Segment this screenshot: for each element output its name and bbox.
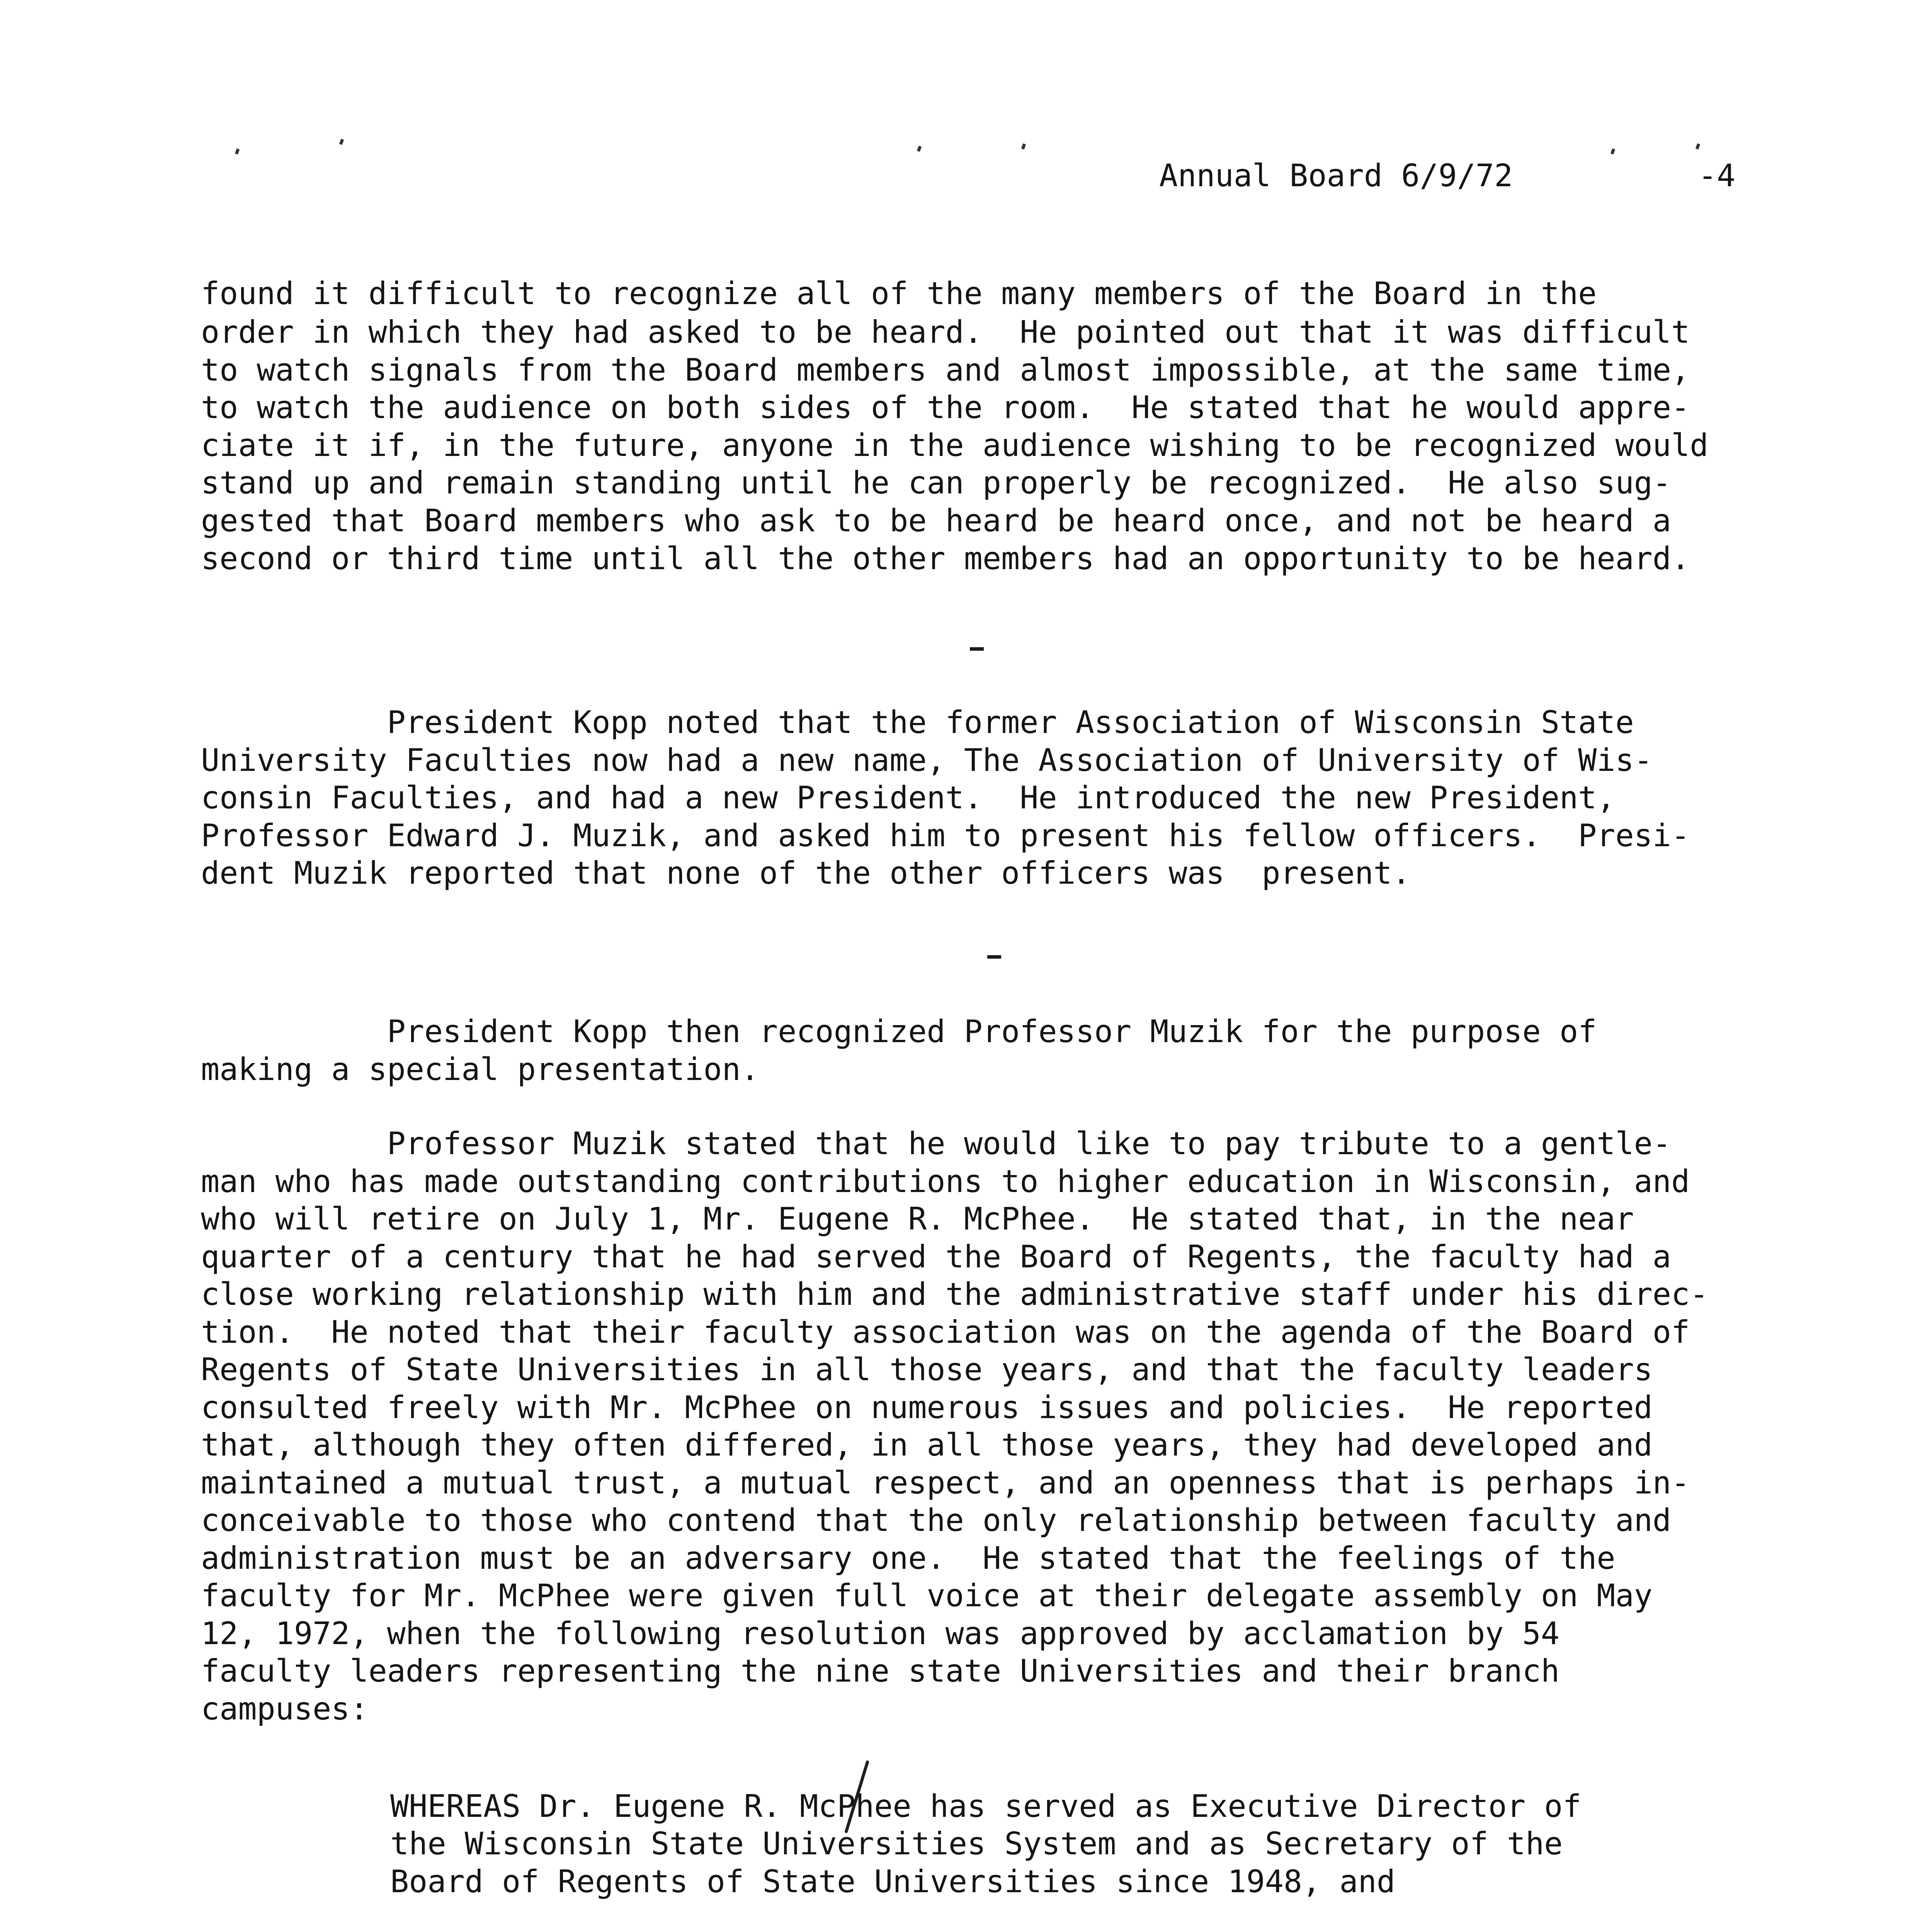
text-line: President Kopp then recognized Professor Muzik for the purpose of (201, 1014, 1597, 1049)
text-line: conceivable to those who contend that the only relationship between faculty and (201, 1502, 1671, 1538)
scan-speck (917, 146, 922, 152)
text-line: consin Faculties, and had a new President. He introduced the new President, (201, 780, 1616, 816)
scan-speck (339, 139, 344, 145)
text-line: faculty for Mr. McPhee were given full voice at their delegate assembly on May (201, 1578, 1653, 1614)
text-line: WHEREAS Dr. Eugene R. McPhee has served as Executive Director of (390, 1788, 1582, 1824)
text-line: who will retire on July 1, Mr. Eugene R. McPhee. He stated that, in the near (201, 1201, 1634, 1237)
text-line: President Kopp noted that the former Association of Wisconsin State (201, 704, 1634, 740)
text-line: consulted freely with Mr. McPhee on numerous issues and policies. He reported (201, 1389, 1653, 1425)
text-line: found it difficult to recognize all of the many members of the Board in the (201, 276, 1597, 311)
page-header-title: Annual Board 6/9/72 (1159, 158, 1513, 194)
text-line: Regents of State Universities in all those years, and that the faculty leaders (201, 1352, 1653, 1388)
text-line: campuses: (201, 1691, 369, 1727)
text-line: stand up and remain standing until he can properly be recognized. He also sug- (201, 465, 1671, 501)
text-line: 12, 1972, when the following resolution was approved by acclamation by 54 (201, 1616, 1560, 1651)
scan-speck (1696, 143, 1700, 150)
text-line: Professor Muzik stated that he would like to pay tribute to a gentle- (201, 1126, 1671, 1162)
text-line: faculty leaders representing the nine state Universities and their branch (201, 1653, 1560, 1689)
text-line: to watch the audience on both sides of the room. He stated that he would appre- (201, 389, 1690, 425)
text-line: maintained a mutual trust, a mutual respect, and an openness that is perhaps in- (201, 1465, 1690, 1501)
text-line: to watch signals from the Board members and almost impossible, at the same time, (201, 352, 1690, 388)
scan-speck (1611, 148, 1615, 155)
text-line: Professor Edward J. Muzik, and asked him to present his fellow officers. Presi- (201, 818, 1690, 854)
text-line: ciate it if, in the future, anyone in the audience wishing to be recognized would (201, 427, 1709, 463)
text-line: second or third time until all the other members had an opportunity to be heard. (201, 541, 1690, 577)
text-line: the Wisconsin State Universities System and as Secretary of the (390, 1826, 1563, 1862)
section-separator (970, 647, 984, 651)
text-line: administration must be an adversary one. He stated that the feelings of the (201, 1540, 1616, 1576)
handwritten-mark-icon (838, 1758, 873, 1835)
scan-speck (1021, 143, 1026, 150)
text-line: order in which they had asked to be heard. He pointed out that it was difficult (201, 314, 1690, 350)
text-line: University Faculties now had a new name, The Association of University of Wis- (201, 742, 1653, 778)
text-line: man who has made outstanding contributions to higher education in Wisconsin, and (201, 1163, 1690, 1199)
text-line: tion. He noted that their faculty association was on the agenda of the Board of (201, 1314, 1690, 1350)
scan-speck (235, 148, 240, 155)
text-line: close working relationship with him and the administrative staff under his direc- (201, 1276, 1709, 1312)
text-line: quarter of a century that he had served the Board of Regents, the faculty had a (201, 1239, 1671, 1275)
text-line: making a special presentation. (201, 1051, 759, 1087)
text-line: dent Muzik reported that none of the other officers was present. (201, 855, 1411, 891)
text-line: that, although they often differed, in all those years, they had developed and (201, 1427, 1653, 1463)
section-separator (987, 955, 1001, 959)
text-line: gested that Board members who ask to be heard be heard once, and not be heard a (201, 503, 1671, 539)
text-line: Board of Regents of State Universities since 1948, and (390, 1864, 1395, 1900)
page-header-number: -4 (1698, 158, 1736, 194)
